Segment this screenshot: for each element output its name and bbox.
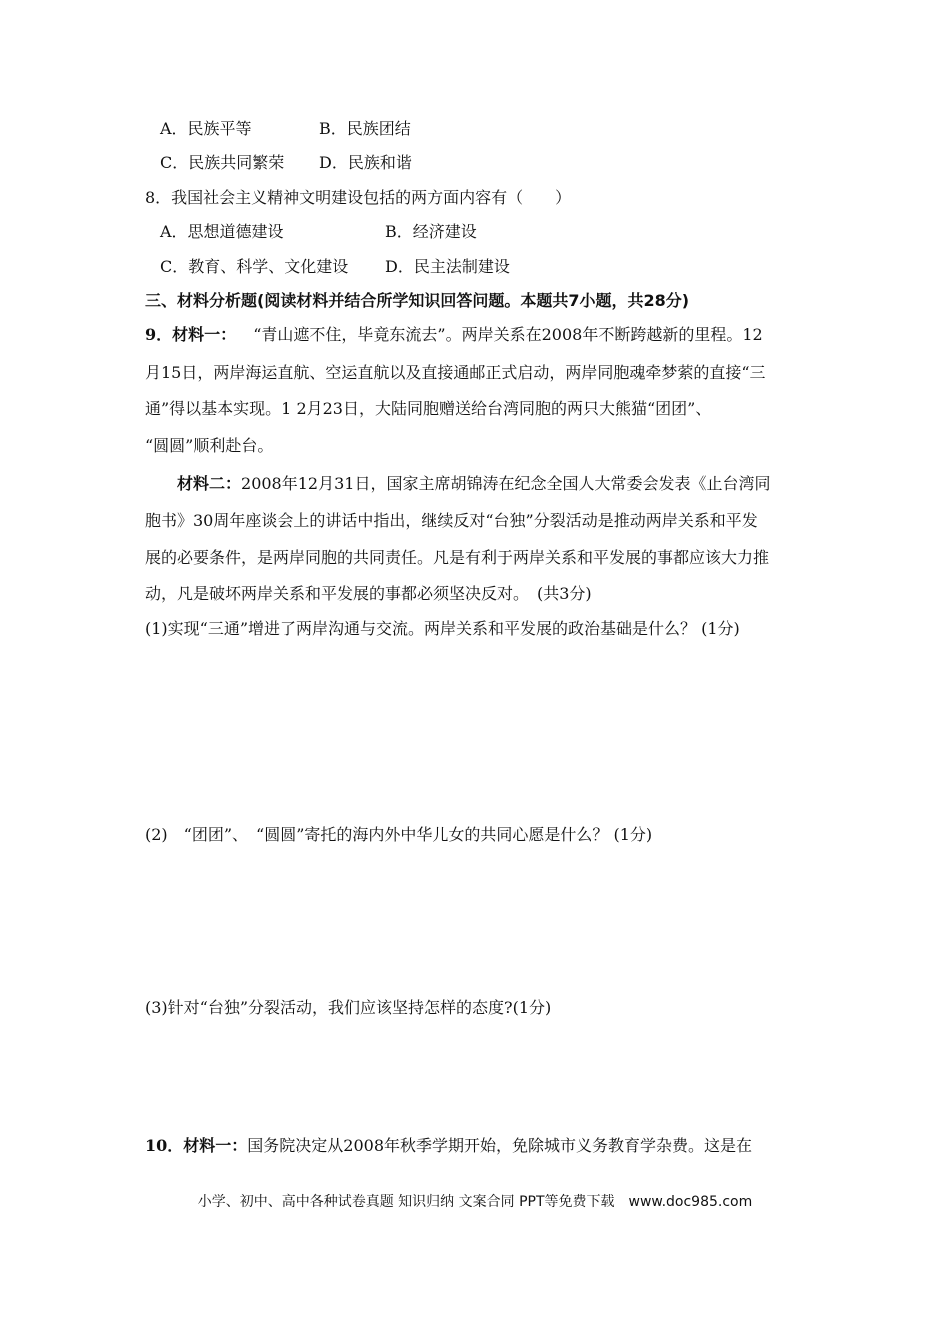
q8-option-c: C．教育、科学、文化建设	[160, 257, 349, 276]
q9-material1-label: 9．材料一：	[145, 325, 237, 344]
q7-option-b: B．民族团结	[319, 119, 411, 138]
q7-option-c: C．民族共同繁荣	[160, 153, 285, 172]
q9-subquestion-1: (1)实现“三通”增进了两岸沟通与交流。两岸关系和平发展的政治基础是什么？ (1分)	[145, 619, 740, 638]
q8-option-b: B．经济建设	[385, 222, 477, 241]
q9-material2-line4: 动，凡是破坏两岸关系和平发展的事都必须坚决反对。 (共3分)	[145, 584, 592, 603]
q8-stem: 8．我国社会主义精神文明建设包括的两方面内容有（ ）	[145, 188, 572, 207]
q9-material1-line2: 月15日，两岸海运直航、空运直航以及直接通邮正式启动，两岸同胞魂牵梦萦的直接“三	[145, 363, 766, 382]
q9-material1-line1	[145, 325, 763, 345]
q9-material1-text-line1: “青山遮不住，毕竟东流去”。两岸关系在2008年不断跨越新的里程。12	[253, 325, 763, 344]
q9-material2-line3: 展的必要条件，是两岸同胞的共同责任。凡是有利于两岸关系和平发展的事都应该大力推	[145, 548, 770, 567]
q8-option-d: D．民主法制建设	[385, 257, 510, 276]
footer-text: 小学、初中、高中各种试卷真题 知识归纳 文案合同 PPT等免费下载 www.doc985.com	[197, 1194, 753, 1210]
q10-label: 10．材料一：	[145, 1136, 248, 1155]
q7-option-d: D．民族和谐	[319, 153, 412, 172]
q9-subquestion-3: (3)针对“台独”分裂活动，我们应该坚持怎样的态度?(1分)	[145, 998, 552, 1017]
q10-text: 国务院决定从2008年秋季学期开始，免除城市义务教育学杂费。这是在	[247, 1136, 753, 1155]
q9-material2-text-line1: 2008年12月31日，国家主席胡锦涛在纪念全国人大常委会发表《止台湾同	[241, 474, 771, 493]
q9-material1-line4: “圆圆”顺利赴台。	[145, 436, 274, 455]
q9-material2-line2: 胞书》30周年座谈会上的讲话中指出，继续反对“台独”分裂活动是推动两岸关系和平发	[145, 511, 758, 530]
q9-material2-label: 材料二：	[177, 474, 242, 493]
q7-option-a: A．民族平等	[160, 119, 252, 138]
q9-material1-line3: 通”得以基本实现。1 2月23日，大陆同胞赠送给台湾同胞的两只大熊猫“团团”、	[145, 399, 712, 418]
q9-subquestion-2: (2) “团团”、 “圆圆”寄托的海内外中华儿女的共同心愿是什么？ (1分)	[145, 825, 653, 844]
q10-line1	[145, 1136, 752, 1156]
section3-heading: 三、材料分析题(阅读材料并结合所学知识回答问题。本题共7小题，共28分)	[145, 291, 690, 310]
q9-material2-line1	[177, 474, 770, 494]
q8-option-a: A．思想道德建设	[160, 222, 284, 241]
